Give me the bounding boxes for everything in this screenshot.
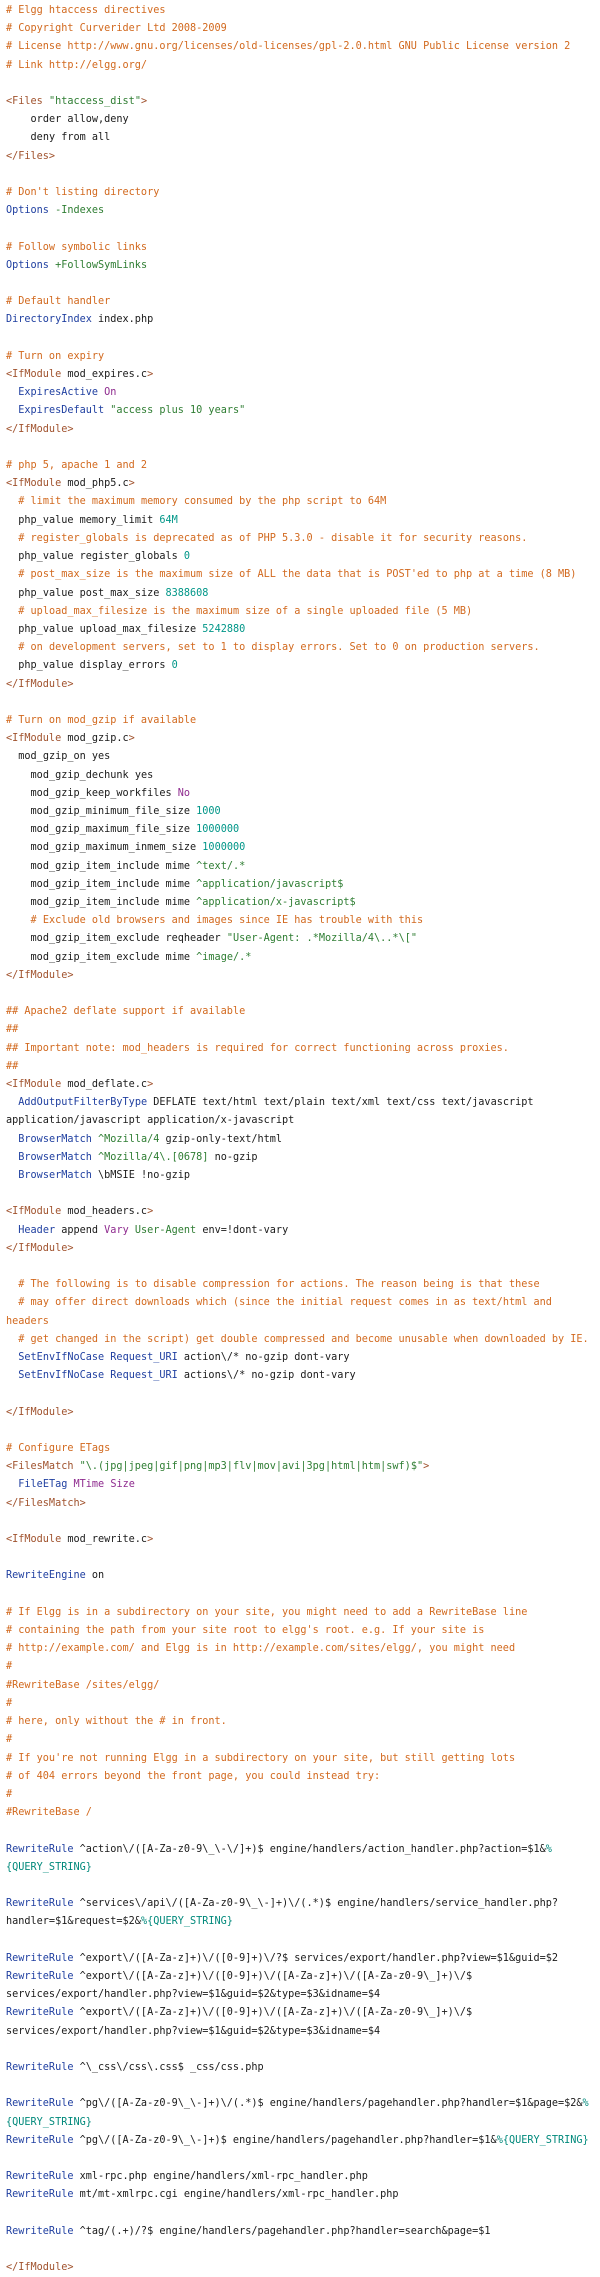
code-line bbox=[6, 1932, 594, 1950]
code-line bbox=[6, 858, 594, 876]
code-line bbox=[6, 20, 594, 38]
code-line bbox=[6, 1367, 594, 1385]
code-line bbox=[6, 949, 594, 967]
directive-token: ExpiresActive bbox=[18, 387, 99, 399]
keyword-token: Vary bbox=[104, 1224, 129, 1236]
number-token: 1000 bbox=[196, 805, 221, 817]
text-token: mod_gzip_minimum_file_size bbox=[6, 805, 197, 817]
text-token: ^export\/([A-Za-z]+)\/([0-9]+)\/([A-Za-z]+)\/([A-Za-z0-9\_]+)\/$ services/export/handler.php?view=$1&guid=$2&type=$3&idname=$4 bbox=[6, 1970, 479, 2001]
code-line bbox=[6, 676, 594, 694]
text-token: mod_php5.c bbox=[61, 478, 129, 490]
code-line bbox=[6, 985, 594, 1003]
tag-token: </IfModule> bbox=[6, 1406, 74, 1418]
comment-token: # Elgg htaccess directives bbox=[6, 5, 166, 16]
text-token: env=!dont-vary bbox=[196, 1224, 289, 1236]
code-line bbox=[6, 1258, 594, 1276]
code-line bbox=[6, 293, 594, 311]
number-token: 1000000 bbox=[196, 824, 240, 836]
comment-token: # Follow symbolic links bbox=[6, 241, 148, 253]
comment-token: # here, only without the # in front. bbox=[6, 1716, 227, 1728]
code-line bbox=[6, 1677, 594, 1695]
code-line bbox=[6, 767, 594, 785]
directive-token: RewriteRule bbox=[6, 2098, 74, 2110]
text-token: gzip-only-text/html bbox=[159, 1133, 283, 1145]
tag-token: </IfModule> bbox=[6, 2262, 74, 2274]
string-token: "User-Agent: .*Mozilla/4\..*\[" bbox=[226, 933, 417, 945]
code-line bbox=[6, 785, 594, 803]
text-token: mod_gzip_item_include mime bbox=[6, 860, 197, 872]
tag-token: </FilesMatch> bbox=[6, 1497, 86, 1509]
code-line bbox=[6, 603, 594, 621]
text-token: mod_gzip_item_exclude mime bbox=[6, 951, 197, 963]
text-token: mod_gzip_keep_workfiles bbox=[6, 787, 178, 799]
comment-token: # The following is to disable compression for actions. The reason being is that these bbox=[18, 1279, 540, 1291]
code-line bbox=[6, 912, 594, 930]
string-token: "htaccess_dist" bbox=[48, 96, 141, 108]
number-token: 0 bbox=[183, 551, 191, 563]
code-line bbox=[6, 1968, 594, 2004]
code-line bbox=[6, 1786, 594, 1804]
code-line bbox=[6, 2241, 594, 2259]
directive-token: RewriteRule bbox=[6, 2061, 74, 2073]
code-line bbox=[6, 2259, 594, 2277]
code-line bbox=[6, 1604, 594, 1622]
code-line bbox=[6, 1549, 594, 1567]
code-line bbox=[6, 839, 594, 857]
text-token bbox=[6, 1225, 18, 1236]
code-line bbox=[6, 202, 594, 220]
code-line bbox=[6, 1094, 594, 1130]
text-token: mod_rewrite.c bbox=[61, 1534, 148, 1546]
code-line bbox=[6, 1877, 594, 1895]
number-token: 0 bbox=[171, 660, 178, 672]
text-token: mod_deflate.c bbox=[61, 1078, 148, 1090]
comment-token: # If you're not running Elgg in a subdirectory on your site, but still getting lots bbox=[6, 1752, 516, 1764]
code-line bbox=[6, 1167, 594, 1185]
code-line bbox=[6, 2150, 594, 2168]
code-line bbox=[6, 1276, 594, 1294]
tag-token: > bbox=[147, 1078, 154, 1090]
code-line bbox=[6, 2095, 594, 2131]
code-line bbox=[6, 803, 594, 821]
code-line bbox=[6, 1586, 594, 1604]
text-token: on bbox=[85, 1570, 105, 1582]
text-token bbox=[6, 1334, 18, 1345]
comment-token: # Don't listing directory bbox=[6, 187, 160, 199]
text-token bbox=[6, 1152, 18, 1163]
code-line bbox=[6, 1294, 594, 1330]
code-line bbox=[6, 566, 594, 584]
comment-token: # License http://www.gnu.org/licenses/old-licenses/gpl-2.0.html GNU Public License version 2 bbox=[6, 41, 571, 53]
comment-token: # bbox=[6, 1788, 13, 1800]
comment-token: # http://example.com/ and Elgg is in http://example.com/sites/elgg/, you might need bbox=[6, 1643, 516, 1655]
text-token: mod_gzip_item_include mime bbox=[6, 878, 197, 890]
tag-token: <FilesMatch bbox=[6, 1461, 74, 1473]
code-line bbox=[6, 384, 594, 402]
comment-token: # upload_max_filesize is the maximum size of a single uploaded file (5 MB) bbox=[18, 605, 473, 617]
keyword-token: On bbox=[104, 387, 117, 399]
code-line bbox=[6, 1040, 594, 1058]
code-line bbox=[6, 239, 594, 257]
string-token: ^image/.* bbox=[196, 951, 252, 963]
code-line bbox=[6, 1495, 594, 1513]
code-line bbox=[6, 1822, 594, 1840]
code-line bbox=[6, 2077, 594, 2095]
variable-token: %{QUERY_STRING} bbox=[6, 1843, 552, 1873]
text-token bbox=[6, 533, 18, 544]
code-line bbox=[6, 1950, 594, 1968]
code-line bbox=[6, 148, 594, 166]
code-line bbox=[6, 1458, 594, 1476]
code-line bbox=[6, 1841, 594, 1877]
comment-token: # Turn on expiry bbox=[6, 350, 105, 362]
comment-token: # get changed in the script) get double compressed and become unusable when downloaded by IE. bbox=[18, 1333, 589, 1345]
code-line bbox=[6, 257, 594, 275]
code-line bbox=[6, 1640, 594, 1658]
directive-token: RewriteEngine bbox=[6, 1570, 86, 1582]
code-line bbox=[6, 1149, 594, 1167]
comment-token: ## bbox=[6, 1024, 19, 1036]
tag-token: <IfModule bbox=[6, 478, 62, 490]
keyword-token: MTime bbox=[73, 1479, 105, 1491]
text-token: php_value post_max_size bbox=[6, 587, 166, 599]
text-token: append bbox=[55, 1224, 105, 1236]
directive-token: Request_URI bbox=[110, 1352, 178, 1364]
comment-token: #RewriteBase / bbox=[6, 1807, 92, 1819]
code-line bbox=[6, 730, 594, 748]
comment-token: # Copyright Curverider Ltd 2008-2009 bbox=[6, 23, 227, 35]
code-line bbox=[6, 2004, 594, 2040]
text-token: actions\/* no-gzip dont-vary bbox=[177, 1370, 356, 1382]
code-line bbox=[6, 93, 594, 111]
directive-token: RewriteRule bbox=[6, 1898, 74, 1910]
directive-token: FileETag bbox=[18, 1479, 68, 1491]
code-line bbox=[6, 75, 594, 93]
code-line bbox=[6, 1476, 594, 1494]
directive-token: Options bbox=[6, 259, 49, 271]
code-line bbox=[6, 2223, 594, 2241]
code-line bbox=[6, 1021, 594, 1039]
comment-token: # Turn on mod_gzip if available bbox=[6, 714, 197, 726]
text-token bbox=[6, 915, 31, 926]
comment-token: # post_max_size is the maximum size of ALL the data that is POST'ed to php at a time (8 MB) bbox=[18, 569, 577, 581]
code-line bbox=[6, 2, 594, 20]
text-token: mod_gzip_item_exclude reqheader bbox=[6, 933, 227, 945]
comment-token: # bbox=[6, 1661, 13, 1673]
code-line bbox=[6, 1567, 594, 1585]
code-line bbox=[6, 657, 594, 675]
string-token: User-Agent bbox=[134, 1224, 197, 1236]
directive-token: SetEnvIfNoCase bbox=[18, 1370, 105, 1382]
tag-token: > bbox=[128, 478, 135, 490]
code-line bbox=[6, 2168, 594, 2186]
code-line bbox=[6, 2205, 594, 2223]
code-line bbox=[6, 1185, 594, 1203]
comment-token: # on development servers, set to 1 to display errors. Set to 0 on production servers. bbox=[18, 642, 540, 654]
directive-token: BrowserMatch bbox=[18, 1170, 92, 1181]
code-line bbox=[6, 1240, 594, 1258]
directive-token: DirectoryIndex bbox=[6, 314, 92, 326]
directive-token: RewriteRule bbox=[6, 2171, 74, 2183]
code-line bbox=[6, 621, 594, 639]
text-token bbox=[6, 1352, 18, 1363]
comment-token: #RewriteBase /sites/elgg/ bbox=[6, 1679, 160, 1691]
tag-token: <Files bbox=[6, 96, 43, 108]
string-token: ^text/.* bbox=[196, 860, 246, 872]
code-line bbox=[6, 712, 594, 730]
code-line bbox=[6, 1222, 594, 1240]
comment-token: # containing the path from your site root to elgg's root. e.g. If your site is bbox=[6, 1625, 485, 1637]
code-line bbox=[6, 1895, 594, 1931]
text-token bbox=[6, 387, 18, 398]
tag-token: > bbox=[147, 369, 154, 381]
comment-token: # Configure ETags bbox=[6, 1443, 111, 1455]
code-line bbox=[6, 530, 594, 548]
directive-token: RewriteRule bbox=[6, 2134, 74, 2146]
code-line bbox=[6, 475, 594, 493]
text-token: action\/* no-gzip dont-vary bbox=[177, 1352, 350, 1364]
code-line bbox=[6, 876, 594, 894]
text-token: ^export\/([A-Za-z]+)\/([0-9]+)\/?$ services/export/handler.php?view=$1&guid=$2 bbox=[73, 1952, 559, 1964]
text-token: mt/mt-xmlrpc.cgi engine/handlers/xml-rpc_handler.php bbox=[73, 2189, 399, 2201]
directive-token: RewriteRule bbox=[6, 2225, 74, 2237]
string-token: -Indexes bbox=[55, 205, 105, 217]
code-line bbox=[6, 1349, 594, 1367]
comment-token: # bbox=[6, 1697, 13, 1709]
text-token: ^pg\/([A-Za-z0-9\_\-]+)\/(.*)$ engine/handlers/pagehandler.php?handler=$1&page=$2& bbox=[73, 2098, 583, 2110]
code-line bbox=[6, 967, 594, 985]
text-token: ^services\/api\/([A-Za-z0-9\_\-]+)\/(.*)$ engine/handlers/service_handler.php?handler=$1&request=$2& bbox=[6, 1898, 559, 1928]
text-token: php_value memory_limit bbox=[6, 514, 160, 526]
comment-token: ## bbox=[6, 1060, 19, 1072]
code-line bbox=[6, 894, 594, 912]
comment-token: # If Elgg is in a subdirectory on your site, you might need to add a RewriteBase line bbox=[6, 1606, 528, 1618]
directive-token: RewriteRule bbox=[6, 1952, 74, 1964]
code-line bbox=[6, 1058, 594, 1076]
code-line bbox=[6, 1203, 594, 1221]
directive-token: SetEnvIfNoCase bbox=[18, 1352, 105, 1364]
directive-token: RewriteRule bbox=[6, 1970, 74, 1982]
tag-token: > bbox=[147, 1206, 154, 1218]
comment-token: # Default handler bbox=[6, 296, 111, 308]
comment-token: ## Apache2 deflate support if available bbox=[6, 1006, 246, 1018]
directive-token: BrowserMatch bbox=[18, 1133, 92, 1145]
tag-token: </IfModule> bbox=[6, 969, 74, 981]
comment-token: ## Important note: mod_headers is required for correct functioning across proxies. bbox=[6, 1042, 509, 1054]
comment-token: # Exclude old browsers and images since IE has trouble with this bbox=[30, 915, 424, 927]
text-token: order allow,deny bbox=[6, 114, 129, 126]
code-line bbox=[6, 1440, 594, 1458]
text-token bbox=[6, 606, 18, 617]
code-line bbox=[6, 493, 594, 511]
variable-token: %{QUERY_STRING} bbox=[140, 1916, 233, 1928]
tag-token: <IfModule bbox=[6, 369, 62, 381]
tag-token: > bbox=[128, 733, 135, 745]
text-token: ^pg\/([A-Za-z0-9\_\-]+)$ engine/handlers/pagehandler.php?handler=$1& bbox=[73, 2134, 497, 2146]
tag-token: <IfModule bbox=[6, 1206, 62, 1218]
code-line bbox=[6, 439, 594, 457]
text-token: index.php bbox=[91, 314, 154, 326]
text-token: mod_gzip_item_include mime bbox=[6, 896, 197, 908]
text-token bbox=[6, 405, 18, 416]
text-token: no-gzip bbox=[208, 1151, 258, 1163]
directive-token: RewriteRule bbox=[6, 1843, 74, 1855]
code-line bbox=[6, 184, 594, 202]
comment-token: # Link http://elgg.org/ bbox=[6, 59, 148, 71]
code-line bbox=[6, 1131, 594, 1149]
text-token: DEFLATE text/html text/plain text/xml text/css text/javascript application/javascript application/x-javascript bbox=[6, 1097, 540, 1127]
code-line bbox=[6, 457, 594, 475]
directive-token: Header bbox=[18, 1224, 56, 1236]
directive-token: AddOutputFilterByType bbox=[18, 1097, 148, 1109]
number-token: 64M bbox=[159, 514, 178, 526]
text-token: ^action\/([A-Za-z0-9\_\-\/]+)$ engine/handlers/action_handler.php?action=$1& bbox=[73, 1843, 546, 1855]
text-token: mod_gzip_on yes bbox=[6, 751, 111, 763]
code-line bbox=[6, 1768, 594, 1786]
comment-token: # register_globals is deprecated as of PHP 5.3.0 - disable it for security reasons. bbox=[18, 532, 528, 544]
text-token: mod_expires.c bbox=[61, 369, 148, 381]
code-line bbox=[6, 311, 594, 329]
string-token: ^Mozilla/4\.[0678] bbox=[98, 1151, 209, 1163]
directive-token: RewriteRule bbox=[6, 2189, 74, 2201]
code-line bbox=[6, 512, 594, 530]
code-line bbox=[6, 220, 594, 238]
code-line bbox=[6, 1531, 594, 1549]
code-line bbox=[6, 585, 594, 603]
tag-token: </IfModule> bbox=[6, 423, 74, 435]
code-line bbox=[6, 639, 594, 657]
code-line bbox=[6, 1713, 594, 1731]
code-line bbox=[6, 930, 594, 948]
comment-token: # limit the maximum memory consumed by the php script to 64M bbox=[18, 496, 387, 508]
code-line bbox=[6, 111, 594, 129]
code-line bbox=[6, 57, 594, 75]
directive-token: BrowserMatch bbox=[18, 1151, 92, 1163]
text-token bbox=[6, 1479, 18, 1490]
tag-token: </Files> bbox=[6, 150, 56, 162]
directive-token: ExpiresDefault bbox=[18, 405, 105, 417]
code-line bbox=[6, 1804, 594, 1822]
code-line bbox=[6, 748, 594, 766]
code-line bbox=[6, 1331, 594, 1349]
code-line bbox=[6, 1695, 594, 1713]
code-line bbox=[6, 366, 594, 384]
text-token bbox=[6, 1297, 18, 1308]
string-token: ^Mozilla/4 bbox=[98, 1133, 160, 1145]
code-line bbox=[6, 38, 594, 56]
code-line bbox=[6, 129, 594, 147]
text-token: php_value display_errors bbox=[6, 660, 172, 672]
text-token: mod_gzip_dechunk yes bbox=[6, 769, 154, 781]
code-line bbox=[6, 330, 594, 348]
text-token: mod_gzip_maximum_inmem_size bbox=[6, 842, 203, 854]
code-line bbox=[6, 1422, 594, 1440]
text-token: mod_gzip.c bbox=[61, 733, 129, 745]
comment-token: # may offer direct downloads which (since the initial request comes in as text/html and headers bbox=[6, 1297, 559, 1327]
code-line bbox=[6, 166, 594, 184]
code-line bbox=[6, 1076, 594, 1094]
code-line bbox=[6, 421, 594, 439]
number-token: 8388608 bbox=[165, 587, 209, 599]
comment-token: # php 5, apache 1 and 2 bbox=[6, 460, 148, 472]
text-token: ^\_css\/css\.css$ _css/css.php bbox=[73, 2061, 264, 2073]
code-line bbox=[6, 402, 594, 420]
text-token bbox=[6, 1097, 18, 1108]
code-line bbox=[6, 2186, 594, 2204]
code-line bbox=[6, 694, 594, 712]
code-line bbox=[6, 548, 594, 566]
tag-token: > bbox=[423, 1461, 430, 1473]
text-token bbox=[6, 1279, 18, 1290]
text-token bbox=[6, 1370, 18, 1381]
code-line bbox=[6, 821, 594, 839]
comment-token: # of 404 errors beyond the front page, you could instead try: bbox=[6, 1770, 381, 1782]
text-token bbox=[6, 642, 18, 653]
text-token: deny from all bbox=[6, 132, 111, 144]
code-line bbox=[6, 348, 594, 366]
tag-token: </IfModule> bbox=[6, 678, 74, 690]
string-token: ^application/x-javascript$ bbox=[196, 896, 356, 908]
tag-token: <IfModule bbox=[6, 733, 62, 745]
directive-token: Request_URI bbox=[110, 1370, 178, 1382]
code-line bbox=[6, 1513, 594, 1531]
string-token: ^application/javascript$ bbox=[196, 878, 344, 890]
tag-token: <IfModule bbox=[6, 1078, 62, 1090]
tag-token: > bbox=[140, 96, 148, 108]
text-token bbox=[6, 1170, 18, 1181]
code-line bbox=[6, 2041, 594, 2059]
string-token: +FollowSymLinks bbox=[55, 259, 148, 271]
text-token bbox=[6, 569, 18, 580]
text-token: ^tag/(.+)/?$ engine/handlers/pagehandler.php?handler=search&page=$1 bbox=[73, 2225, 491, 2237]
text-token bbox=[6, 496, 18, 507]
text-token: mod_headers.c bbox=[61, 1206, 148, 1218]
directive-token: Options bbox=[6, 205, 49, 217]
text-token: \bMSIE !no-gzip bbox=[91, 1170, 191, 1181]
code-line bbox=[6, 1731, 594, 1749]
variable-token: %{QUERY_STRING} bbox=[496, 2134, 589, 2146]
code-line bbox=[6, 2132, 594, 2150]
comment-token: # bbox=[6, 1734, 13, 1746]
directive-token: RewriteRule bbox=[6, 2007, 74, 2019]
keyword-token: No bbox=[177, 787, 191, 799]
code-line bbox=[6, 1750, 594, 1768]
string-token: "\.(jpg|jpeg|gif|png|mp3|flv|mov|avi|3pg|html|htm|swf)$" bbox=[79, 1461, 424, 1473]
code-line bbox=[6, 1404, 594, 1422]
code-line bbox=[6, 2059, 594, 2077]
tag-token: <IfModule bbox=[6, 1534, 62, 1546]
code-line bbox=[6, 1622, 594, 1640]
text-token: php_value upload_max_filesize bbox=[6, 623, 203, 635]
text-token: ^export\/([A-Za-z]+)\/([0-9]+)\/([A-Za-z]+)\/([A-Za-z0-9\_]+)\/$ services/export/handler.php?view=$1&guid=$2&type=$3&idname=$4 bbox=[6, 2007, 479, 2037]
code-line bbox=[6, 1003, 594, 1021]
code-line bbox=[6, 1658, 594, 1676]
string-token: "access plus 10 years" bbox=[110, 405, 246, 417]
keyword-token: Size bbox=[110, 1479, 135, 1491]
tag-token: </IfModule> bbox=[6, 1242, 74, 1254]
code-line bbox=[6, 1385, 594, 1403]
text-token: php_value register_globals bbox=[6, 551, 184, 563]
tag-token: > bbox=[147, 1534, 154, 1546]
text-token: mod_gzip_maximum_file_size bbox=[6, 824, 197, 836]
variable-token: %{QUERY_STRING} bbox=[6, 2098, 589, 2128]
number-token: 1000000 bbox=[202, 842, 246, 854]
text-token: xml-rpc.php engine/handlers/xml-rpc_handler.php bbox=[73, 2171, 368, 2183]
number-token: 5242880 bbox=[202, 623, 246, 635]
text-token bbox=[6, 1134, 18, 1145]
code-line bbox=[6, 275, 594, 293]
